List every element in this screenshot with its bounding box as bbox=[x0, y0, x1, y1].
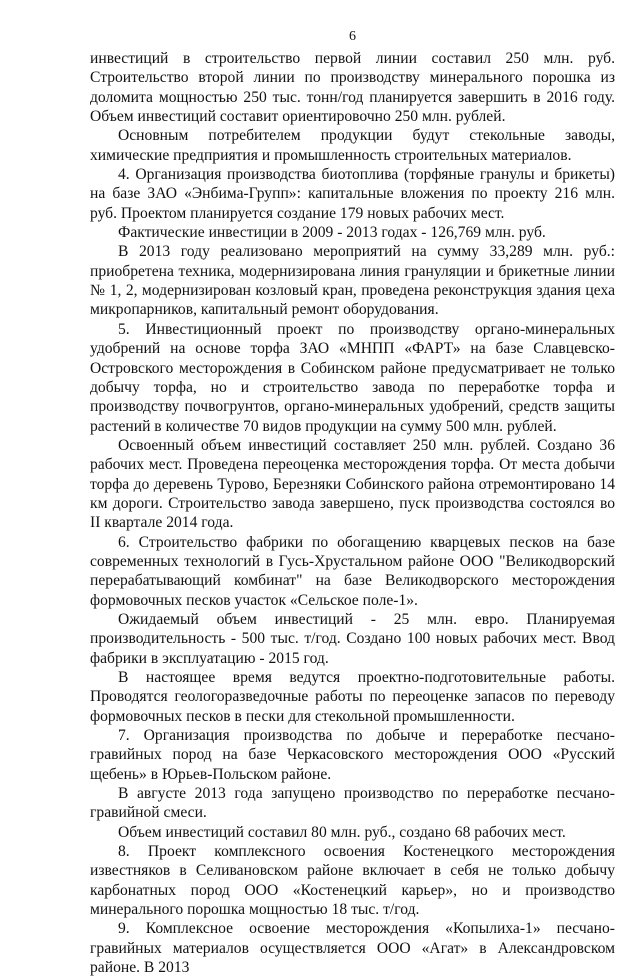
paragraph: В 2013 году реализовано мероприятий на сумму 33,289 млн. руб.: приобретена техника, модернизирована линия грануляции и брикетные линии № 1, 2, модернизирован козловый кран, проведена реконструкция здания цеха микропарников, капитальный ремонт оборудования. bbox=[90, 243, 615, 319]
paragraph: В настоящее время ведутся проектно-подготовительные работы. Проводятся геологоразведочные работы по переоценке запасов по переводу формовочных песков в пески для стекольной промышленности. bbox=[90, 669, 615, 725]
paragraph: В августе 2013 года запущено производство по переработке песчано-гравийной смеси. bbox=[90, 785, 615, 822]
paragraph: Объем инвестиций составил 80 млн. руб., создано 68 рабочих мест. bbox=[118, 823, 566, 841]
paragraph: Фактические инвестиции в 2009 - 2013 годах - 126,769 млн. руб. bbox=[118, 224, 546, 242]
paragraph: Освоенный объем инвестиций составляет 250 млн. рублей. Создано 36 рабочих мест. Проведена переоценка месторождения торфа. От места добычи торфа до деревень Турово, Березняки Собинского района отремонтировано 14 км дороги. Строительство завода завершено, пуск производства состоялся во II квартале 2014 года. bbox=[90, 436, 615, 532]
paragraph: Основным потребителем продукции будут стекольные заводы, химические предприятия и промышленность строительных материалов. bbox=[90, 127, 615, 164]
paragraph: инвестиций в строительство первой линии составил 250 млн. руб. Строительство второй линии по производству минерального порошка из доломита мощностью 250 тыс. тонн/год планируется завершить в 2016 году. Объем инвестиций составит ориентировочно 250 млн. рублей. bbox=[90, 50, 615, 126]
page-number: 6 bbox=[349, 29, 356, 44]
document-page bbox=[90, 28, 615, 978]
document-body bbox=[90, 49, 615, 978]
paragraph: 8. Проект комплексного освоения Костенецкого месторождения известняков в Селивановском районе включает в себя не только добычу карбонатных пород ООО «Костенецкий карьер», но и производство минерального порошка мощностью 18 тыс. т/год. bbox=[90, 843, 615, 919]
paragraph: Ожидаемый объем инвестиций - 25 млн. евро. Планируемая производительность - 500 тыс. т/год. Создано 100 новых рабочих мест. Ввод фабрики в эксплуатацию - 2015 год. bbox=[90, 610, 615, 667]
paragraph: 6. Строительство фабрики по обогащению кварцевых песков на базе современных технологий в Гусь-Хрустальном районе ООО "Великодворский перерабатывающий комбинат" на базе Великодворского месторождения формовочных песков участок «Сельское поле-1». bbox=[90, 533, 615, 609]
paragraph: 9. Комплексное освоение месторождения «Копылиха-1» песчано-гравийных материалов осуществляется ООО «Агат» в Александровском районе. В 2013 bbox=[90, 920, 615, 977]
paragraph: 5. Инвестиционный проект по производству органо-минеральных удобрений на основе торфа ЗАО «МНПП «ФАРТ» на базе Славцевско-Островского месторождения в Собинском районе предусматривает не только добычу торфа, но и строительство завода по переработке торфа и производству почвогрунтов, органо-минеральных удобрений, средств защиты растений в количестве 70 видов продукции на сумму 500 млн. рублей. bbox=[90, 320, 615, 435]
paragraph: 7. Организация производства по добыче и переработке песчано-гравийных пород на базе Черкасовского месторождения ООО «Русский щебень» в Юрьев-Польском районе. bbox=[90, 727, 615, 783]
paragraph: 4. Организация производства биотоплива (торфяные гранулы и брикеты) на базе ЗАО «Энбима-Групп»: капитальные вложения по проекту 216 млн. руб. Проектом планируется создание 179 новых рабочих мест. bbox=[90, 166, 615, 222]
